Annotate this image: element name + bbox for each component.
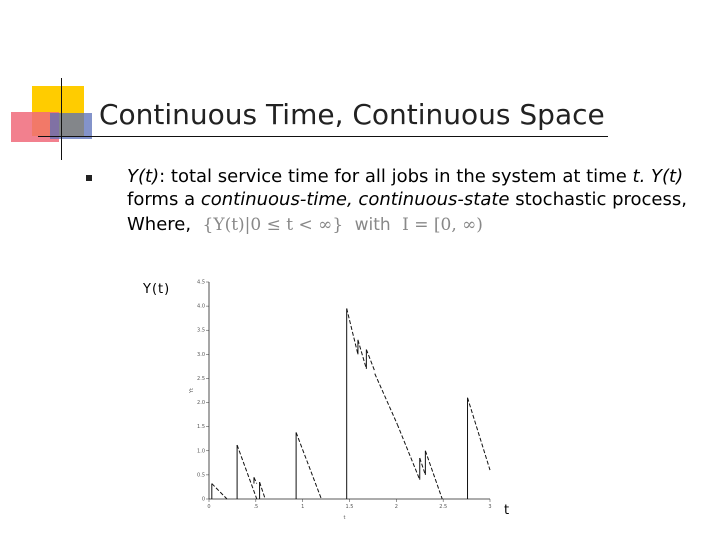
decor-horizontal-rule [38,136,608,137]
with-text: with [354,215,391,235]
y-tick-label: 1.5 [197,424,205,431]
y-tick-label: 2.0 [197,400,205,407]
x-tick-label: 1 [301,504,305,510]
decay-segment [420,458,426,475]
decay-segment [366,350,374,372]
inner-x-label: t [343,515,346,521]
chart-axes [189,280,492,522]
x-tick-label: 2.5 [439,504,448,510]
forms-text: forms a [127,189,201,210]
decay-segment [296,432,321,499]
bullet-line-1 [127,166,683,187]
decay-segment [212,484,227,499]
x-tick-label: 1.5 [345,504,354,510]
process-type-term: continuous-time, continuous-state [200,189,510,210]
process-set-formula: {Y(t)|0 ≤ t < ∞} [202,215,344,235]
y-tick-label: 4.5 [197,279,205,286]
time-term: t. Y(t) [632,166,684,187]
x-tick-label: 2 [394,504,398,510]
y-tick-label: 0 [201,496,205,503]
chart-series [212,309,490,499]
x-tick-label: .5 [253,504,259,510]
where-text: Where, [127,214,192,235]
decay-segment [468,398,490,470]
bullet-line-2 [127,189,687,210]
bullet-marker-icon [86,175,92,181]
slide-title: Continuous Time, Continuous Space [99,98,605,131]
bullet-line-3 [127,214,483,235]
decay-segment [375,374,397,425]
index-set-formula: I = [0, ∞) [402,215,483,235]
y-tick-label: 2.5 [197,375,205,382]
inner-y-label: Yt [189,387,195,394]
decay-segment [397,424,419,479]
definition-text: : total service time for all jobs in the system at time [159,166,633,187]
decor-vertical-rule [61,78,62,160]
y-tick-label: 3.0 [197,351,205,358]
decay-segment [237,445,257,499]
x-tick-label: 0 [207,504,211,510]
y-tick-label: 3.5 [197,327,205,334]
chart-x-label: t [504,503,510,518]
y-tick-label: 1.0 [197,448,205,455]
service-time-chart [190,272,500,527]
x-tick-label: 3 [488,504,492,510]
decay-segment [358,340,366,369]
y-tick-label: 0.5 [197,472,205,479]
decay-segment [260,482,266,499]
y-tick-label: 4.0 [197,303,205,310]
process-text: stochastic process, [509,189,687,210]
yt-term: Y(t) [127,166,160,187]
decay-segment [347,309,358,355]
decay-segment [425,451,442,499]
chart-y-label: Y(t) [143,282,171,297]
